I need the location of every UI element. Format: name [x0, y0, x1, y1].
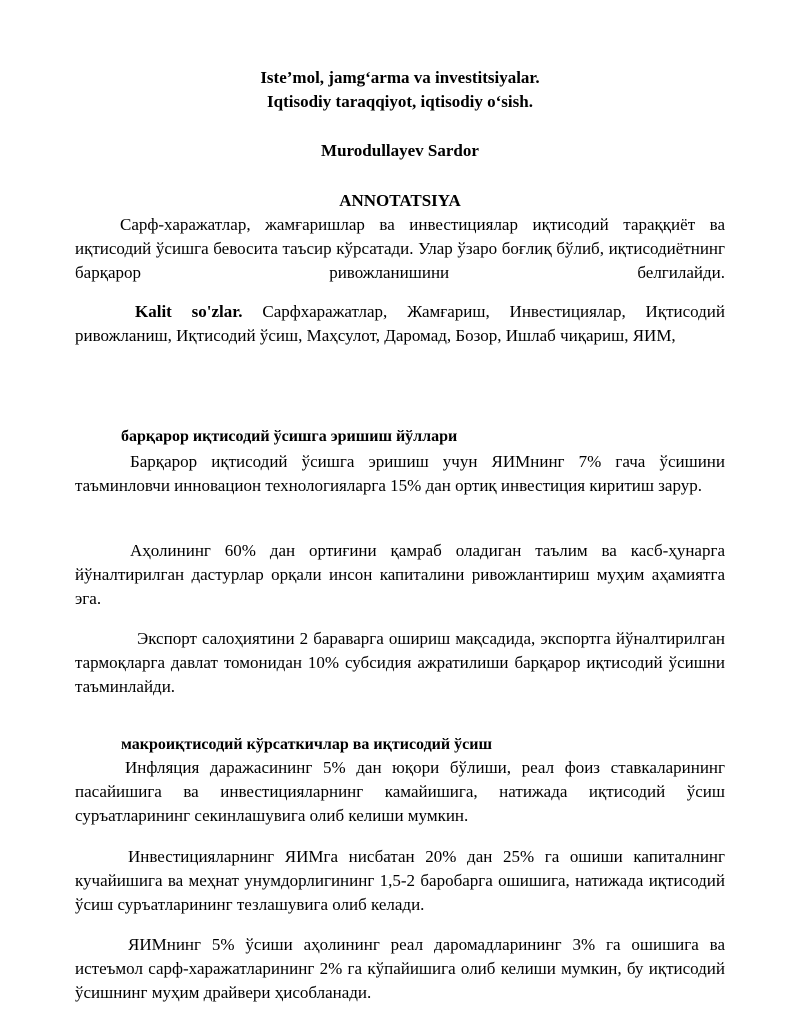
annotation-text: Сарф-харажатлар, жамғаришлар ва инвестициялар иқтисодий тараққиёт ва иқтисодий ўсишга бевосита таъсир кўрсатади. Улар ўзаро боғлиқ бўлиб, иқтисодиётнинг барқарор ривожланишини белгилайди.: [75, 215, 725, 282]
annotation-heading: ANNOTATSIYA: [339, 191, 461, 210]
section1-paragraph-2: Аҳолининг 60% дан ортиғини қамраб оладиган таълим ва касб-ҳунарга йўналтирилган дастурлар орқали инсон капиталини ривожлантириш муҳим аҳамиятга эга.: [75, 541, 725, 608]
section1-heading: барқарор иқтисодий ўсишга эришиш йўллари: [121, 428, 458, 445]
section1-paragraph-3: Экспорт салоҳиятини 2 бараварга ошириш мақсадида, экспортга йўналтирилган тармоқларга давлат томонидан 10% субсидия ажратилиши барқарор иқтисодий ўсишни таъминлайди.: [75, 629, 725, 696]
keywords-paragraph: [75, 300, 725, 348]
section2-paragraph-3: ЯИМнинг 5% ўсиши аҳолининг реал даромадларининг 3% га ошишига ва истеъмол сарф-харажатларининг 2% га кўпайишига олиб келиши мумкин, бу иқтисодий ўсишнинг муҳим драйвери ҳисобланади.: [75, 935, 725, 1002]
section2-heading: макроиқтисодий кўрсаткичлар ва иқтисодий ўсиш: [121, 736, 492, 753]
section2-paragraph-1: Инфляция даражасининг 5% дан юқори бўлиши, реал фоиз ставкаларининг пасайишига ва инвестицияларнинг камайишига, натижада иқтисодий ўсиш суръатларининг секинлашувига олиб келиши мумкин.: [75, 758, 725, 825]
section2-paragraph-2: Инвестицияларнинг ЯИМга нисбатан 20% дан 25% га ошиши капиталнинг кучайишига ва меҳнат унумдорлигининг 1,5-2 баробарга ошишига, натижада иқтисодий ўсиш суръатларининг тезлашувига олиб келади.: [75, 847, 725, 914]
author-name: Murodullayev Sardor: [321, 141, 479, 160]
document-title-line2: Iqtisodiy taraqqiyot, iqtisodiy o‘sish.: [267, 92, 533, 111]
keywords-text: Сарфхаражатлар, Жамғариш, Инвестициялар, Иқтисодий ривожланиш, Иқтисодий ўсиш, Маҳсулот, Даромад, Бозор, Ишлаб чиқариш, ЯИМ,: [75, 302, 726, 345]
section1-paragraph-1: Барқарор иқтисодий ўсишга эришиш учун ЯИМнинг 7% гача ўсишини таъминловчи инновацион технологияларга 15% дан ортиқ инвестиция киритиш зарур.: [75, 452, 725, 495]
document-title-line1: Iste’mol, jamg‘arma va investitsiyalar.: [260, 68, 540, 87]
keywords-label: Kalit so'zlar.: [135, 302, 243, 321]
